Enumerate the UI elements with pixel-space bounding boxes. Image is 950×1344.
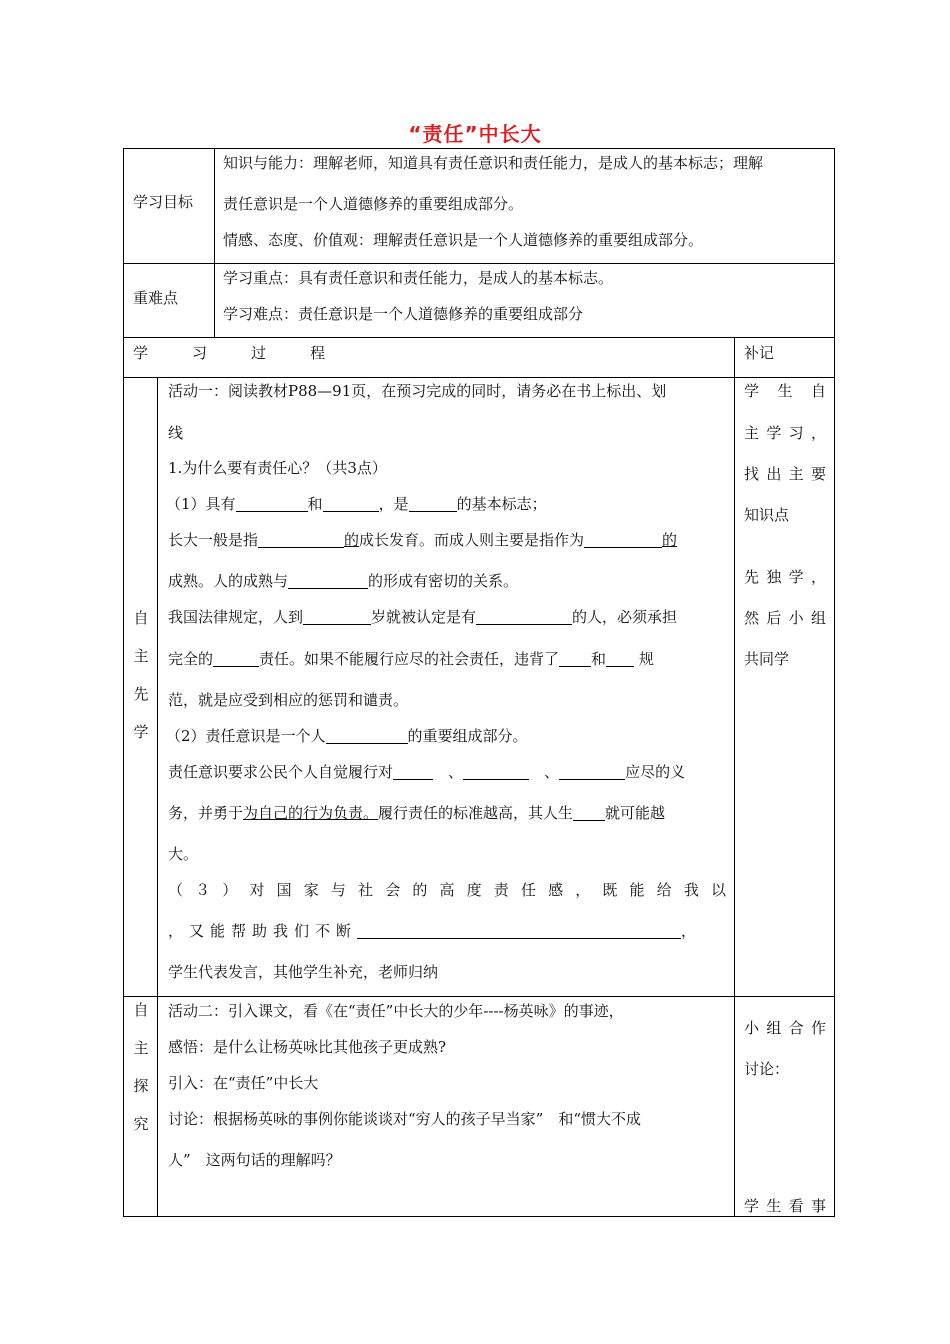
point1-line: （1）具有 和 ，是 的基本标志； [166, 495, 547, 513]
notes1-line7: 共同学 [744, 650, 790, 668]
notes1-line4: 知识点 [744, 506, 790, 524]
notes1-line3: 找出主要 [744, 465, 826, 483]
point2-line: （2）责任意识是一个人 的重要组成部分。 [166, 727, 528, 745]
key-difficulty: 学习难点：责任意识是一个人道德修养的重要组成部分 [223, 305, 584, 323]
law-line: 我国法律规定，人到 岁就被认定是有 的人，必须承担 [168, 608, 678, 626]
goals-knowledge-line1: 知识与能力：理解老师，知道具有责任意识和责任能力，是成人的基本标志；理解 [223, 154, 764, 172]
notes1-line2: 主学习， [744, 424, 826, 442]
duty-line: 务，并勇于为自己的行为负责。履行责任的标准越高，其人生 就可能越 [168, 804, 666, 822]
representative-line: 学生代表发言，其他学生补充，老师归纳 [168, 963, 439, 981]
process-header: 学 习 过 程 [133, 344, 326, 362]
insight-line: 感悟：是什么让杨英咏比其他孩子更成熟? [168, 1038, 447, 1056]
activity2-line: 活动二：引入课文，看《在“责任”中长大的少年----杨英咏》的事迹， [168, 1002, 624, 1020]
punishment-line: 范，就是应受到相应的惩罚和谴责。 [168, 691, 409, 709]
key-points-label: 重难点 [133, 289, 179, 307]
notes2-line1: 小组合作 [744, 1019, 826, 1037]
discussion-line2: 人” 这两句话的理解吗？ [168, 1151, 341, 1169]
discussion-line1: 讨论：根据杨英咏的事例你能谈谈对“穷人的孩子早当家” 和“惯大不成 [168, 1110, 642, 1128]
grow-line: 长大一般是指 的成长发育。而成人则主要是指作为 的 [168, 531, 678, 549]
notes-header: 补记 [744, 344, 775, 362]
notes1-line6: 然后小组 [744, 609, 826, 627]
activity1-line1: 活动一：阅读教材P88—91页，在预习完成的同时，请务必在书上标出、划 [168, 382, 667, 400]
notes1-line1: 学生自 [744, 382, 826, 400]
point3-line2: ，又能帮助我们不断 ， [168, 922, 697, 940]
goals-knowledge-line2: 责任意识是一个人道德修养的重要组成部分。 [223, 195, 524, 213]
notes2-line3: 学生看事 [744, 1197, 826, 1215]
mature-line: 成熟。人的成熟与 的形成有密切的关系。 [168, 572, 519, 590]
key-focus: 学习重点：具有责任意识和责任能力，是成人的基本标志。 [223, 269, 614, 287]
question1: 1.为什么要有责任心？（共3点） [168, 459, 387, 477]
full-responsibility-line: 完全的 责任。如果不能履行应尽的社会责任，违背了 和 规 [168, 650, 654, 668]
point3-line1: （３）对国家与社会的高度责任感，既能给我以 [168, 881, 726, 899]
notes1-line5: 先独学， [744, 568, 826, 586]
document-title: “责任”中长大 [408, 122, 542, 146]
section1-side-label: 自 主 先 学 [133, 609, 149, 741]
section2-side-label: 自 主 探 究 [133, 1001, 149, 1133]
activity1-line2: 线 [168, 424, 184, 442]
requirement-line: 责任意识要求公民个人自觉履行对 、 、 应尽的义 [168, 763, 686, 781]
goals-attitude-line: 情感、态度、价值观：理解责任意识是一个人道德修养的重要组成部分。 [223, 231, 704, 249]
intro-line: 引入：在“责任”中长大 [168, 1074, 319, 1092]
big-line: 大。 [168, 845, 199, 863]
notes2-line2: 讨论： [744, 1060, 790, 1078]
goals-label: 学习目标 [133, 193, 194, 211]
